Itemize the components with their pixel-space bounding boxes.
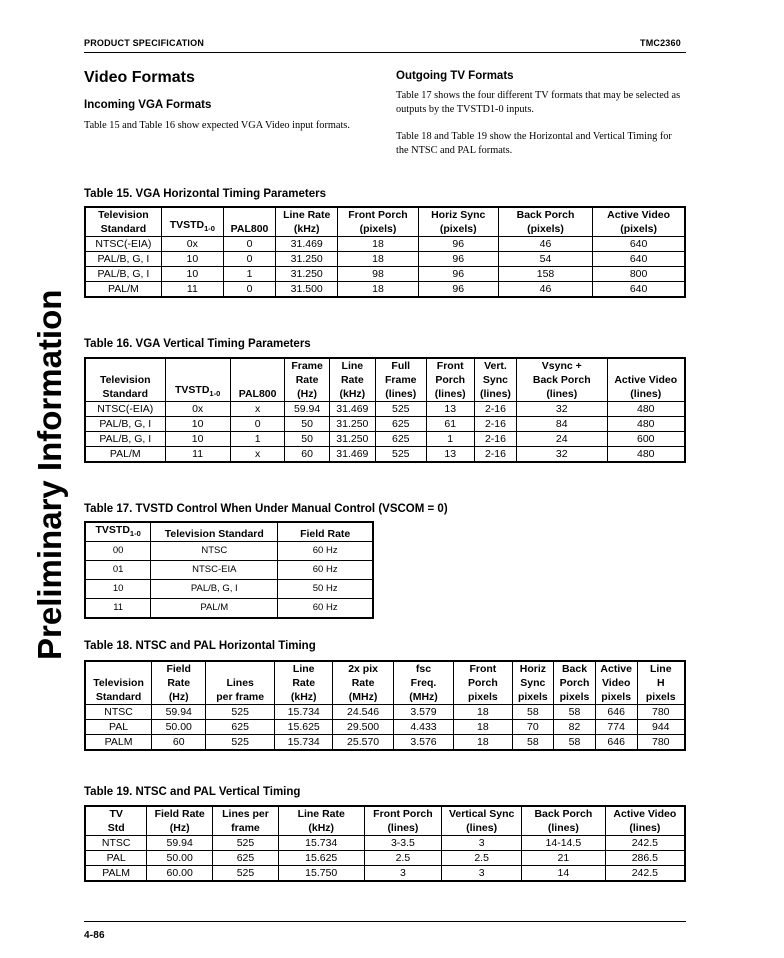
th-front-porch: Front Porch (lines): [364, 806, 442, 836]
cell: 18: [454, 735, 512, 751]
cell: 10: [161, 267, 223, 282]
cell: 15.625: [275, 720, 333, 735]
cell: 525: [376, 447, 427, 463]
cell: 46: [498, 282, 592, 298]
th-tvstd: $TVSTD_{1-0}$: [161, 207, 223, 237]
th-line-rate: Line Rate (kHz): [329, 358, 375, 402]
subsection-title-outgoing: Outgoing TV Formats: [396, 70, 514, 82]
th-active-video: Active Video (lines): [605, 806, 685, 836]
cell: PALM: [85, 735, 152, 751]
cell: 96: [418, 282, 498, 298]
table-row: [85, 282, 685, 298]
cell: 31.250: [276, 252, 338, 267]
cell: 3: [442, 836, 522, 851]
cell: 242.5: [605, 836, 685, 851]
table-row: [85, 580, 373, 599]
table16-caption: Table 16. VGA Vertical Timing Parameters: [84, 338, 311, 350]
cell: 50 Hz: [278, 580, 373, 599]
cell: 29.500: [333, 720, 393, 735]
th-tvstd: $TVSTD_{1-0}$: [165, 358, 230, 402]
th-tv-standard: Television Standard: [85, 207, 161, 237]
cell: 14: [522, 866, 606, 882]
table15: [84, 206, 686, 298]
cell: NTSC: [151, 542, 278, 561]
cell: 15.734: [278, 836, 364, 851]
th-line-rate: Line Rate (kHz): [276, 207, 338, 237]
cell: 774: [595, 720, 637, 735]
cell: 15.750: [278, 866, 364, 882]
cell: 14-14.5: [522, 836, 606, 851]
cell: 10: [165, 417, 230, 432]
cell: 96: [418, 237, 498, 252]
cell: 480: [607, 417, 685, 432]
cell: 11: [165, 447, 230, 463]
th-tv-standard: Television Standard: [85, 661, 152, 705]
cell: NTSC: [85, 705, 152, 720]
cell: PAL: [85, 851, 147, 866]
cell: PAL/B, G, I: [85, 267, 161, 282]
th-pal800: PAL800: [223, 207, 275, 237]
cell: 640: [593, 252, 685, 267]
th-horiz-sync: Horiz Sync (pixels): [418, 207, 498, 237]
cell: 46: [498, 237, 592, 252]
cell: 31.250: [329, 417, 375, 432]
table-row: [85, 402, 685, 417]
th-line-h: Line H pixels: [637, 661, 685, 705]
cell: 10: [85, 580, 151, 599]
cell: 15.625: [278, 851, 364, 866]
cell: 58: [512, 705, 554, 720]
table-row: [85, 720, 685, 735]
th-active-video: Active Video pixels: [595, 661, 637, 705]
outgoing-paragraph-2: Table 18 and Table 19 show the Horizontal and Vertical Timing for the NTSC and PAL formats.: [396, 131, 672, 156]
cell: 2-16: [474, 402, 516, 417]
cell: 525: [376, 402, 427, 417]
th-lines-per-frame: Lines per frame: [206, 661, 275, 705]
table-row: [85, 417, 685, 432]
cell: PAL/B, G, I: [151, 580, 278, 599]
th-full-frame: Full Frame (lines): [376, 358, 427, 402]
subsection-title-incoming: Incoming VGA Formats: [84, 99, 212, 111]
cell: 11: [85, 599, 151, 618]
table18: [84, 660, 686, 751]
cell: 525: [213, 866, 279, 882]
cell: 480: [607, 402, 685, 417]
th-frame-rate: Frame Rate (Hz): [285, 358, 329, 402]
table-header-row: [85, 661, 685, 705]
cell: 0: [230, 417, 285, 432]
cell: x: [230, 447, 285, 463]
cell: 18: [338, 282, 418, 298]
cell: 242.5: [605, 866, 685, 882]
th-front-porch: Front Porch pixels: [454, 661, 512, 705]
cell: PAL/M: [85, 447, 165, 463]
th-active-video: Active Video (lines): [607, 358, 685, 402]
th-tvstd: $TVSTD_{1-0}$: [85, 522, 151, 542]
cell: 15.734: [275, 705, 333, 720]
cell: 31.250: [329, 432, 375, 447]
cell: 00: [85, 542, 151, 561]
cell: 1: [426, 432, 474, 447]
cell: 61: [426, 417, 474, 432]
th-active-video: Active Video (pixels): [593, 207, 685, 237]
table-row: [85, 735, 685, 751]
cell: 31.250: [276, 267, 338, 282]
cell: 3: [364, 866, 442, 882]
cell: 50.00: [152, 720, 206, 735]
cell: 2.5: [364, 851, 442, 866]
cell: 58: [554, 735, 596, 751]
running-header-right: TMC2360: [640, 38, 681, 48]
th-lines-per-frame: Lines per frame: [213, 806, 279, 836]
cell: 525: [206, 705, 275, 720]
cell: 59.94: [285, 402, 329, 417]
cell: 18: [454, 720, 512, 735]
th-front-porch: Front Porch (pixels): [338, 207, 418, 237]
cell: 84: [517, 417, 608, 432]
cell: 58: [512, 735, 554, 751]
cell: 286.5: [605, 851, 685, 866]
table-header-row: [85, 522, 373, 542]
cell: 646: [595, 705, 637, 720]
cell: 4.433: [393, 720, 453, 735]
th-back-porch: Back Porch (lines): [522, 806, 606, 836]
cell: 60 Hz: [278, 542, 373, 561]
cell: 480: [607, 447, 685, 463]
th-vert-sync: Vert. Sync (lines): [474, 358, 516, 402]
cell: 18: [338, 252, 418, 267]
table17-caption: Table 17. TVSTD Control When Under Manual Control (VSCOM = 0): [84, 503, 448, 515]
th-back-porch: Back Porch pixels: [554, 661, 596, 705]
cell: 1: [223, 267, 275, 282]
cell: 98: [338, 267, 418, 282]
cell: 0: [223, 237, 275, 252]
cell: 13: [426, 402, 474, 417]
table19-caption: Table 19. NTSC and PAL Vertical Timing: [84, 786, 301, 798]
table-row: [85, 432, 685, 447]
cell: 3: [442, 866, 522, 882]
table-row: [85, 599, 373, 618]
cell: 625: [376, 432, 427, 447]
cell: NTSC-EIA: [151, 561, 278, 580]
cell: 13: [426, 447, 474, 463]
section-title: Video Formats: [84, 69, 195, 86]
th-tv-std: TV Std: [85, 806, 147, 836]
cell: NTSC(-EIA): [85, 237, 161, 252]
th-pal800: PAL800: [230, 358, 285, 402]
cell: 50: [285, 417, 329, 432]
cell: 59.94: [147, 836, 213, 851]
cell: 24: [517, 432, 608, 447]
th-tv-standard: Television Standard: [151, 522, 278, 542]
cell: 50: [285, 432, 329, 447]
cell: 24.546: [333, 705, 393, 720]
table-row: [85, 252, 685, 267]
cell: 60: [285, 447, 329, 463]
cell: 18: [338, 237, 418, 252]
cell: 2-16: [474, 417, 516, 432]
cell: 0: [223, 282, 275, 298]
cell: 3-3.5: [364, 836, 442, 851]
cell: 15.734: [275, 735, 333, 751]
cell: 54: [498, 252, 592, 267]
table15-caption: Table 15. VGA Horizontal Timing Parameters: [84, 188, 326, 200]
th-horiz-sync: Horiz Sync pixels: [512, 661, 554, 705]
running-header-left: PRODUCT SPECIFICATION: [84, 38, 205, 48]
sidebar-label: Preliminary Information: [31, 289, 68, 660]
table-row: [85, 237, 685, 252]
table-row: [85, 851, 685, 866]
table16: [84, 357, 686, 463]
cell: 0x: [161, 237, 223, 252]
cell: 60 Hz: [278, 599, 373, 618]
cell: 21: [522, 851, 606, 866]
cell: 31.469: [329, 447, 375, 463]
th-pix-rate: 2x pix Rate (MHz): [333, 661, 393, 705]
table-row: [85, 866, 685, 882]
th-fsc: fsc Freq. (MHz): [393, 661, 453, 705]
cell: 646: [595, 735, 637, 751]
cell: NTSC(-EIA): [85, 402, 165, 417]
table18-caption: Table 18. NTSC and PAL Horizontal Timing: [84, 640, 316, 652]
th-field-rate: Field Rate: [278, 522, 373, 542]
table-header-row: [85, 806, 685, 836]
cell: 70: [512, 720, 554, 735]
th-vsync-back-porch: Vsync + Back Porch (lines): [517, 358, 608, 402]
cell: 82: [554, 720, 596, 735]
cell: 60 Hz: [278, 561, 373, 580]
cell: 31.500: [276, 282, 338, 298]
table-row: [85, 705, 685, 720]
th-field-rate: Field Rate (Hz): [147, 806, 213, 836]
intro-paragraph: Table 15 and Table 16 show expected VGA Video input formats.: [84, 120, 350, 131]
cell: 780: [637, 705, 685, 720]
cell: 60.00: [147, 866, 213, 882]
cell: 31.469: [276, 237, 338, 252]
cell: 1: [230, 432, 285, 447]
table-row: [85, 267, 685, 282]
cell: 525: [206, 735, 275, 751]
cell: 600: [607, 432, 685, 447]
cell: 625: [376, 417, 427, 432]
table-header-row: [85, 358, 685, 402]
cell: PAL/B, G, I: [85, 432, 165, 447]
cell: 3.576: [393, 735, 453, 751]
footer-rule: [84, 921, 686, 922]
table-row: [85, 561, 373, 580]
cell: 625: [206, 720, 275, 735]
cell: 640: [593, 282, 685, 298]
cell: PALM: [85, 866, 147, 882]
cell: 32: [517, 402, 608, 417]
cell: PAL/B, G, I: [85, 252, 161, 267]
cell: PAL/M: [151, 599, 278, 618]
table-row: [85, 447, 685, 463]
cell: 60: [152, 735, 206, 751]
cell: 10: [165, 432, 230, 447]
cell: 0x: [165, 402, 230, 417]
cell: 944: [637, 720, 685, 735]
cell: 800: [593, 267, 685, 282]
cell: x: [230, 402, 285, 417]
th-vertical-sync: Vertical Sync (lines): [442, 806, 522, 836]
cell: 59.94: [152, 705, 206, 720]
cell: PAL: [85, 720, 152, 735]
cell: 625: [213, 851, 279, 866]
table-row: [85, 836, 685, 851]
cell: 2.5: [442, 851, 522, 866]
cell: PAL/M: [85, 282, 161, 298]
th-back-porch: Back Porch (pixels): [498, 207, 592, 237]
th-line-rate: Line Rate (kHz): [275, 661, 333, 705]
cell: 10: [161, 252, 223, 267]
table-header-row: [85, 207, 685, 237]
cell: 25.570: [333, 735, 393, 751]
cell: 158: [498, 267, 592, 282]
table-row: [85, 542, 373, 561]
cell: NTSC: [85, 836, 147, 851]
th-front-porch: Front Porch (lines): [426, 358, 474, 402]
cell: 96: [418, 252, 498, 267]
cell: 640: [593, 237, 685, 252]
cell: 2-16: [474, 432, 516, 447]
header-rule: [84, 52, 686, 53]
cell: 31.469: [329, 402, 375, 417]
outgoing-paragraph-1: Table 17 shows the four different TV formats that may be selected as outputs by the TVSTD1-0 inputs.: [396, 90, 681, 115]
cell: 18: [454, 705, 512, 720]
table17: [84, 521, 374, 619]
cell: 96: [418, 267, 498, 282]
cell: 525: [213, 836, 279, 851]
cell: 0: [223, 252, 275, 267]
cell: 3.579: [393, 705, 453, 720]
cell: 32: [517, 447, 608, 463]
cell: 11: [161, 282, 223, 298]
cell: 50.00: [147, 851, 213, 866]
th-line-rate: Line Rate (kHz): [278, 806, 364, 836]
cell: PAL/B, G, I: [85, 417, 165, 432]
cell: 780: [637, 735, 685, 751]
table19: [84, 805, 686, 882]
page-number: 4-86: [84, 930, 105, 941]
th-tv-standard: Television Standard: [85, 358, 165, 402]
th-field-rate: Field Rate (Hz): [152, 661, 206, 705]
cell: 58: [554, 705, 596, 720]
cell: 01: [85, 561, 151, 580]
cell: 2-16: [474, 447, 516, 463]
